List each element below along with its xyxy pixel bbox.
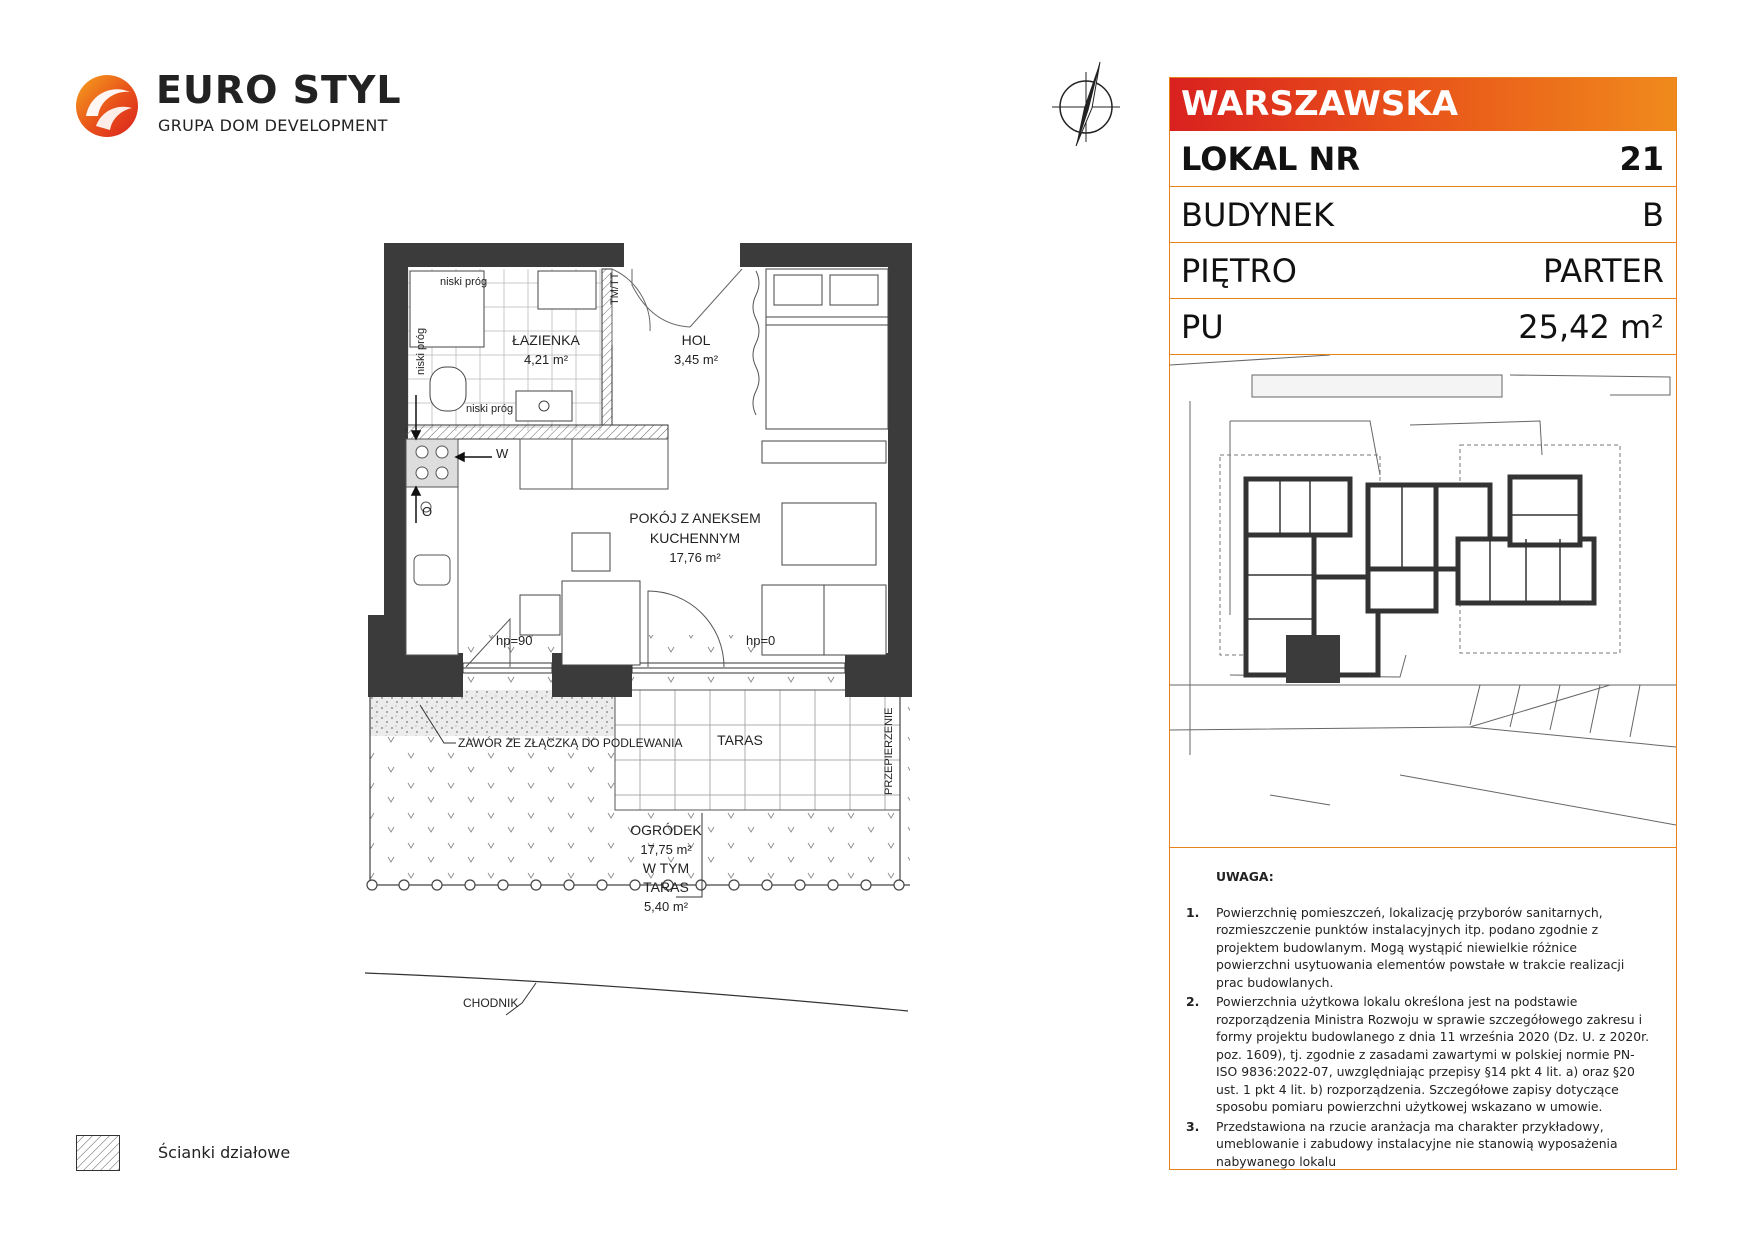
note-text: Przedstawiona na rzucie aranżacja ma charakter przykładowy, umeblowanie i zabudowy instalacyjne nie stanowią wyposażenia nabywanego lokalu: [1216, 1118, 1618, 1169]
partition-label: PRZEPIERZENIE: [883, 707, 895, 795]
site-plan-drawing: [1170, 355, 1676, 847]
hall-area: 3,45 m²: [673, 352, 719, 367]
floor-plan: [360, 235, 920, 1035]
unit-info-panel: [1169, 77, 1677, 1170]
garden-label-2: 17,75 m²: [640, 842, 692, 857]
north-arrow-icon: [1048, 60, 1124, 150]
site-plan: [1170, 355, 1676, 848]
hp0-label: hp=0: [746, 633, 776, 648]
building-label: BUDYNEK: [1181, 195, 1334, 234]
note-number: 1.: [1186, 904, 1200, 920]
brand-flame-icon: [72, 70, 142, 140]
threshold-side-label: niski próg: [415, 327, 427, 375]
brand-logo: [72, 68, 402, 148]
unit-number-row: [1170, 131, 1676, 187]
curtain: [753, 271, 759, 415]
sidewalk-label: CHODNIK: [463, 996, 519, 1010]
threshold-bottom-label: niski próg: [466, 403, 514, 415]
wardrobe: [762, 441, 886, 463]
note-text: Powierzchnię pomieszczeń, lokalizację przyborów sanitarnych, rozmieszczenie punktów instalacyjnych itp. podano zgodnie z projektem budowlanym. Mogą wystąpić niewielkie różnice powierzchni usytuowania elementów powstałe w trakcie realizacji prac budowlanych.: [1216, 904, 1625, 990]
brand-subtitle: GRUPA DOM DEVELOPMENT: [158, 116, 388, 135]
terrace-deck: [615, 690, 900, 810]
w-label: W: [496, 446, 509, 461]
location-header: WARSZAWSKA: [1170, 78, 1676, 131]
note-item: [1186, 993, 1652, 1116]
living-room-area: 17,76 m²: [669, 550, 721, 565]
bed: [766, 269, 888, 429]
living-room-name-2: KUCHENNYM: [649, 530, 741, 546]
garden-label-5: 5,40 m²: [643, 899, 689, 914]
garden-label-4: TARAS: [643, 879, 689, 895]
threshold-top-label: niski próg: [440, 276, 488, 288]
bathroom-area: 4,21 m²: [523, 352, 569, 367]
unit-number-value: 21: [1619, 139, 1664, 178]
tmtt-label: TM/TT: [609, 272, 621, 305]
windows: [463, 663, 845, 673]
sidewalk-line: [365, 973, 908, 1011]
legend-label: Ścianki działowe: [158, 1143, 291, 1162]
floor-label: PIĘTRO: [1181, 251, 1297, 290]
building-value: B: [1642, 195, 1664, 234]
living-room-name-1: POKÓJ Z ANEKSEM: [629, 510, 761, 526]
garden-label-1: OGRÓDEK: [630, 822, 702, 838]
legend: [76, 1135, 436, 1175]
selected-unit-highlight: [1286, 635, 1340, 683]
brand-name: EURO STYL: [156, 68, 402, 112]
unit-number-label: LOKAL NR: [1181, 139, 1360, 178]
o-label: O: [422, 504, 433, 519]
note-item: [1186, 904, 1652, 992]
note-number: 2.: [1186, 994, 1200, 1009]
hall-name: HOL: [681, 332, 711, 348]
partition-hatch-icon: [76, 1135, 120, 1171]
area-value: 25,42 m²: [1518, 307, 1664, 346]
floor-value: PARTER: [1542, 251, 1664, 290]
valve-label: ZAWÓR ZE ZŁĄCZKĄ DO PODLEWANIA: [458, 736, 683, 750]
note-number: 3.: [1186, 1118, 1200, 1134]
terrace-label: TARAS: [717, 732, 763, 748]
hp90-label: hp=90: [496, 633, 533, 648]
notes-section: [1170, 848, 1676, 1170]
bathroom-name: ŁAZIENKA: [512, 332, 580, 348]
area-row: [1170, 299, 1676, 355]
garden-label-3: W TYM: [642, 860, 690, 876]
floor-row: [1170, 243, 1676, 299]
area-label: PU: [1181, 307, 1224, 346]
building-row: [1170, 187, 1676, 243]
notes-title: UWAGA:: [1216, 869, 1274, 884]
note-text: Powierzchnia użytkowa lokalu określona jest na podstawie rozporządzenia Ministra Rozwoju w sprawie szczegółowego zakresu i formy projektu budowlanego z dnia 11 września 2020 (Dz. U. z 2020r. poz. 1609), tj. zgodnie z zasadami zawartymi w polskiej normie PN-ISO 9836:2022-07, uwzględniając przepisy §14 pkt 4 lit. a) oraz §20 ust. 1 pkt 4 lit. b) rozporządzenia. Szczegółowe zapisy dotyczące sposobu pomiaru powierzchni użytkowej wskazano w umowie.: [1216, 994, 1650, 1114]
entry-door-swing: [632, 269, 690, 327]
note-item: [1186, 1118, 1652, 1171]
